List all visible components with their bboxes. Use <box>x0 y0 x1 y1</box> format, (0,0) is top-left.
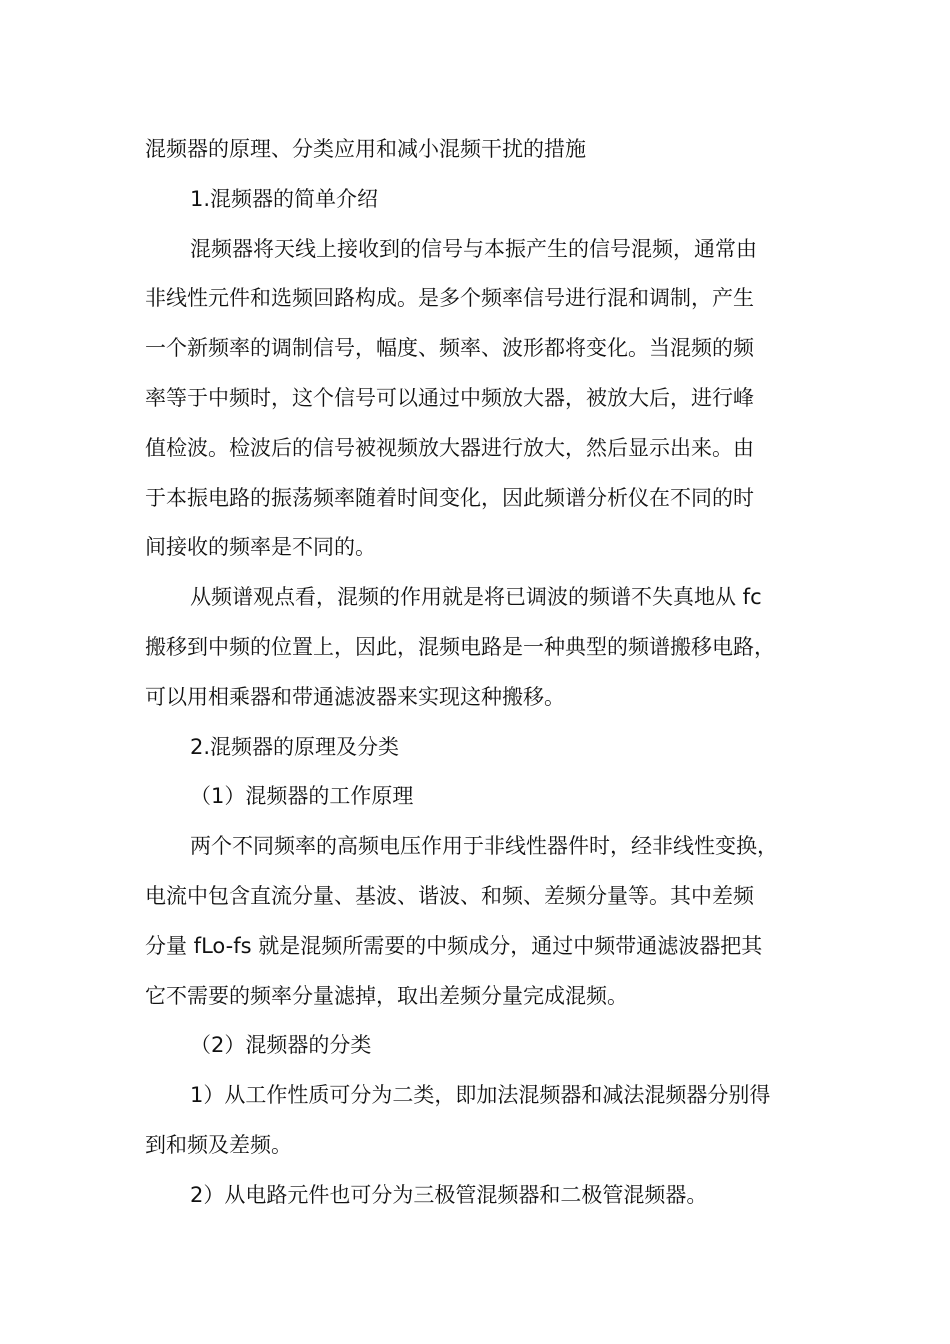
document-body <box>145 125 845 1221</box>
paragraph <box>145 225 845 574</box>
paragraph <box>145 1071 845 1171</box>
text-line: 可以用相乘器和带通滤波器来实现这种搬移。 <box>145 684 565 709</box>
subsection-heading: （2）混频器的分类 <box>190 1033 372 1058</box>
text-line: 一个新频率的调制信号，幅度、频率、波形都将变化。当混频的频 <box>145 336 754 361</box>
document-title: 混频器的原理、分类应用和减小混频干扰的措施 <box>145 137 586 161</box>
text-line: 2）从电路元件也可分为三极管混频器和二极管混频器。 <box>190 1182 708 1207</box>
text-line: 搬移到中频的位置上，因此，混频电路是一种典型的频谱搬移电路， <box>145 634 775 659</box>
text-line: 电流中包含直流分量、基波、谐波、和频、差频分量等。其中差频 <box>145 883 754 908</box>
text-line: 值检波。检波后的信号被视频放大器进行放大，然后显示出来。由 <box>145 435 754 460</box>
section-heading: 1.混频器的简单介绍 <box>190 186 379 211</box>
paragraph <box>145 573 845 722</box>
text-line: 率等于中频时，这个信号可以通过中频放大器，被放大后，进行峰 <box>145 385 754 410</box>
text-line: 1）从工作性质可分为二类，即加法混频器和减法混频器分别得 <box>190 1083 771 1108</box>
text-line: 从频谱观点看，混频的作用就是将已调波的频谱不失真地从 fc <box>190 585 762 610</box>
paragraph <box>145 1171 845 1221</box>
text-line: 间接收的频率是不同的。 <box>145 535 376 560</box>
text-line: 分量 fLo-fs 就是混频所需要的中频成分，通过中频带通滤波器把其 <box>145 933 763 958</box>
text-line: 到和频及差频。 <box>145 1132 292 1157</box>
text-line: 混频器将天线上接收到的信号与本振产生的信号混频，通常由 <box>190 236 757 261</box>
text-line: 两个不同频率的高频电压作用于非线性器件时，经非线性变换， <box>190 834 778 859</box>
text-line: 于本振电路的振荡频率随着时间变化，因此频谱分析仪在不同的时 <box>145 485 754 510</box>
text-line: 它不需要的频率分量滤掉，取出差频分量完成混频。 <box>145 983 628 1008</box>
section-heading: 2.混频器的原理及分类 <box>190 734 400 759</box>
paragraph <box>145 822 845 1021</box>
text-line: 非线性元件和选频回路构成。是多个频率信号进行混和调制，产生 <box>145 286 754 311</box>
subsection-heading: （1）混频器的工作原理 <box>190 784 414 809</box>
